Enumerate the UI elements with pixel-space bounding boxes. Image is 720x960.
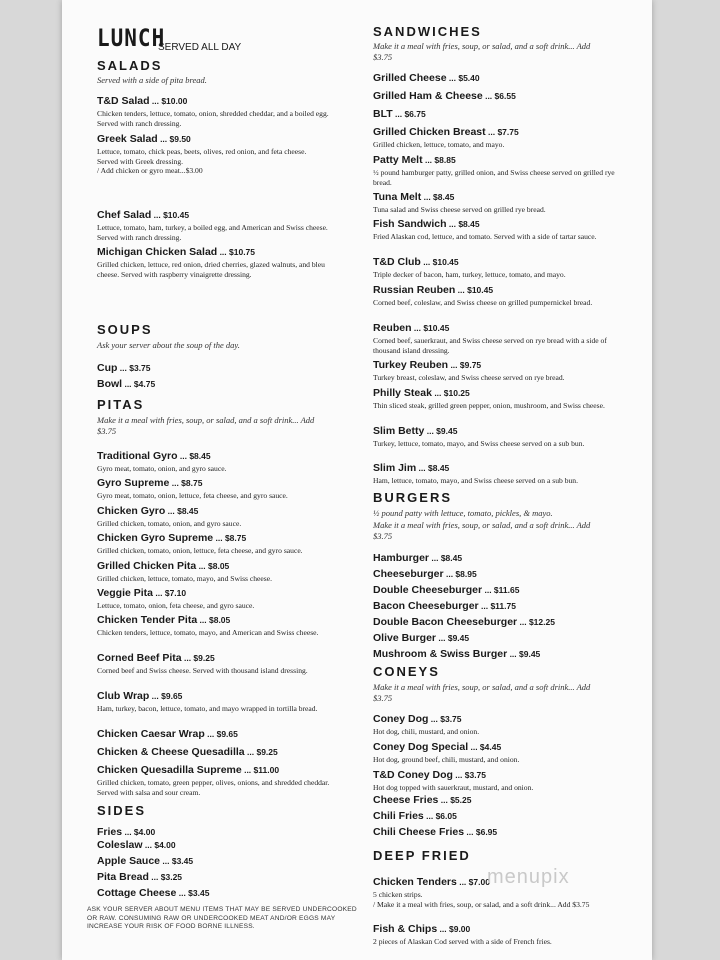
item-description: Grilled chicken, tomato, onion, lettuce, feta cheese, and gyro sauce. [97, 546, 303, 555]
menu-item: Mushroom & Swiss Burger ... $9.45 [373, 648, 541, 660]
menu-subtitle: SERVED ALL DAY [158, 42, 242, 53]
item-addon: / Add chicken or gyro meat...$3.00 [97, 166, 203, 175]
menu-item: Fish & Chips ... $9.00 2 pieces of Alaskan Cod served with a side of French fries. [373, 919, 628, 947]
section-title-deep-fried: DEEP FRIED [373, 848, 471, 863]
item-description: Turkey breast, coleslaw, and Swiss cheese served on rye bread. [373, 373, 565, 382]
item-price: $9.50 [169, 134, 191, 144]
menu-title: LUNCH [97, 24, 166, 52]
menu-item: Gyro Supreme ... $8.75 Gyro meat, tomato, onion, lettuce, feta cheese, and gyro sauce. [97, 473, 337, 501]
menu-item: Chicken Gyro ... $8.45 Grilled chicken, tomato, onion, and gyro sauce. [97, 501, 337, 529]
item-name: Greek Salad [97, 133, 158, 145]
item-name: Chicken Gyro [97, 505, 166, 517]
item-price: $8.85 [434, 155, 456, 165]
menu-item: Fries ... $4.00 [97, 826, 156, 838]
menu-item: Greek Salad ... $9.50 Lettuce, tomato, chick peas, beets, olives, red onion, and feta cheese. Served with Greek dressing. / Add chicken or gyro meat...$3.00 [97, 129, 329, 176]
item-name: Olive Burger [373, 632, 437, 644]
menu-item: Slim Betty ... $9.45 Turkey, lettuce, tomato, mayo, and Swiss cheese served on a sub bun. [373, 421, 618, 449]
item-price: $11.65 [493, 585, 520, 595]
item-description: Grilled chicken, lettuce, tomato, mayo, and Swiss cheese. [97, 574, 273, 583]
item-name: Patty Melt [373, 154, 423, 166]
item-name: Apple Sauce [97, 855, 161, 867]
item-price: $9.25 [256, 747, 278, 757]
menu-item: Chili Cheese Fries ... $6.95 [373, 826, 498, 838]
menu-item: Grilled Ham & Cheese ... $6.55 [373, 90, 516, 102]
section-note-soups: Ask your server about the soup of the day. [97, 340, 240, 350]
item-description: 2 pieces of Alaskan Cod served with a side of French fries. [373, 937, 552, 946]
menu-item: T&D Salad ... $10.00 Chicken tenders, lettuce, tomato, onion, shredded cheddar, and a boiled egg. Served with ranch dressing. [97, 91, 337, 128]
item-price: $6.75 [404, 109, 426, 119]
menu-item: Apple Sauce ... $3.45 [97, 855, 194, 867]
item-name: Grilled Cheese [373, 72, 447, 84]
item-name: Tuna Melt [373, 191, 422, 203]
item-name: Cheese Fries [373, 794, 439, 806]
item-price: $8.75 [224, 533, 247, 543]
item-name: Michigan Chicken Salad [97, 246, 218, 258]
menu-item: Fish Sandwich ... $8.45 Fried Alaskan cod, lettuce, and tomato. Served with a side of tartar sauce. [373, 214, 618, 242]
item-price: $4.00 [133, 827, 156, 837]
menu-item: Chicken Caesar Wrap ... $9.65 [97, 728, 238, 740]
section-title-sides: SIDES [97, 803, 147, 818]
item-price: $3.75 [129, 363, 151, 373]
item-name: Reuben [373, 322, 412, 334]
item-name: Chicken & Cheese Quesadilla [97, 746, 245, 758]
item-name: Russian Reuben [373, 284, 456, 296]
item-name: Chili Fries [373, 810, 424, 822]
item-description: Corned beef, coleslaw, and Swiss cheese on grilled pumpernickel bread. [373, 298, 593, 307]
item-description: Ham, lettuce, tomato, mayo, and Swiss cheese served on a sub bun. [373, 476, 578, 485]
menu-item: Patty Melt ... $8.85 ½ pound hamburger patty, grilled onion, and Swiss cheese served on grilled rye bread. [373, 150, 628, 187]
item-description: Gyro meat, tomato, onion, and gyro sauce. [97, 464, 227, 473]
item-name: Chicken Tenders [373, 876, 457, 888]
item-price: $8.45 [177, 506, 199, 516]
item-name: Double Bacon Cheeseburger [373, 616, 518, 628]
menu-item: Club Wrap ... $9.65 Ham, turkey, bacon, lettuce, tomato, and mayo wrapped in tortilla bread. [97, 686, 337, 714]
item-price: $6.95 [475, 827, 498, 837]
section-title-burgers: BURGERS [373, 490, 453, 505]
section-title-salads: SALADS [97, 58, 163, 73]
menu-item: Russian Reuben ... $10.45 Corned beef, coleslaw, and Swiss cheese on grilled pumpernickel bread. [373, 280, 618, 308]
item-price: $10.00 [161, 96, 188, 106]
item-name: T&D Club [373, 256, 421, 268]
item-name: Pita Bread [97, 871, 149, 883]
menu-item: Corned Beef Pita ... $9.25 Corned beef and Swiss cheese. Served with thousand island dressing. [97, 648, 322, 676]
item-name: Chef Salad [97, 209, 152, 221]
item-name: T&D Coney Dog [373, 769, 453, 781]
menu-item: Chicken Gyro Supreme ... $8.75 Grilled chicken, tomato, onion, lettuce, feta cheese, and gyro sauce. [97, 528, 342, 556]
menu-item: T&D Coney Dog ... $3.75 Hot dog topped with sauerkraut, mustard, and onion. [373, 765, 613, 793]
item-price: $8.05 [208, 615, 231, 625]
item-name: Coney Dog Special [373, 741, 469, 753]
item-name: Bowl [97, 378, 123, 390]
item-description: Lettuce, tomato, chick peas, beets, olives, red onion, and feta cheese. Served with Greek dressing. [97, 147, 307, 166]
item-price: $8.45 [458, 219, 480, 229]
item-name: BLT [373, 108, 393, 120]
item-name: Grilled Chicken Pita [97, 560, 197, 572]
menu-item: Chicken Quesadilla Supreme ... $11.00 Grilled chicken, tomato, green pepper, olives, onions, and shredded cheddar. Served with salsa and sour cream. [97, 760, 337, 797]
item-description: Tuna salad and Swiss cheese served on grilled rye bread. [373, 205, 546, 214]
menu-item: BLT ... $6.75 [373, 108, 426, 120]
item-description: Gyro meat, tomato, onion, lettuce, feta cheese, and gyro sauce. [97, 491, 288, 500]
item-name: Cheeseburger [373, 568, 444, 580]
section-note-coneys: Make it a meal with fries, soup, or salad, and a soft drink... Add $3.75 [373, 682, 591, 703]
item-price: $9.65 [216, 729, 238, 739]
item-name: Turkey Reuben [373, 359, 449, 371]
item-price: $3.25 [160, 872, 183, 882]
menu-item: Chef Salad ... $10.45 Lettuce, tomato, ham, turkey, a boiled egg, and American and Swiss cheese. Served with ranch dressing. [97, 205, 342, 242]
item-name: Cottage Cheese [97, 887, 177, 899]
section-title-pitas: PITAS [97, 397, 145, 412]
section-note-burgers-meal: Make it a meal with fries, soup, or salad, and a soft drink... Add $3.75 [373, 520, 591, 541]
item-price: $10.75 [229, 247, 256, 257]
item-name: Cup [97, 362, 118, 374]
item-name: Mushroom & Swiss Burger [373, 648, 508, 660]
item-price: $4.00 [154, 840, 176, 850]
item-price: $7.00 [468, 877, 490, 887]
menu-item: Grilled Chicken Pita ... $8.05 Grilled chicken, lettuce, tomato, mayo, and Swiss cheese. [97, 556, 337, 584]
item-price: $8.45 [428, 463, 450, 473]
item-price: $8.45 [433, 192, 455, 202]
menu-item: Chicken & Cheese Quesadilla ... $9.25 [97, 746, 278, 758]
item-description: 5 chicken strips. [373, 890, 423, 899]
item-description: Lettuce, tomato, onion, feta cheese, and gyro sauce. [97, 601, 255, 610]
section-note-burgers: ½ pound patty with lettuce, tomato, pickles, & mayo. [373, 508, 553, 518]
item-name: Chili Cheese Fries [373, 826, 465, 838]
item-name: Veggie Pita [97, 587, 154, 599]
menu-item: Bowl ... $4.75 [97, 378, 156, 390]
item-description: Grilled chicken, lettuce, tomato, and mayo. [373, 140, 505, 149]
menu-item: Grilled Chicken Breast ... $7.75 Grilled chicken, lettuce, tomato, and mayo. [373, 122, 628, 150]
menu-item: T&D Club ... $10.45 Triple decker of bacon, ham, turkey, lettuce, tomato, and mayo. [373, 252, 628, 280]
item-description: Lettuce, tomato, ham, turkey, a boiled egg, and American and Swiss cheese. Served with ranch dressing. [97, 223, 328, 242]
item-name: Slim Betty [373, 425, 425, 437]
section-note-sandwiches: Make it a meal with fries, soup, or salad, and a soft drink... Add $3.75 [373, 41, 591, 62]
item-price: $7.10 [164, 588, 187, 598]
item-description: Thin sliced steak, grilled green pepper, onion, mushroom, and Swiss cheese. [373, 401, 605, 410]
item-price: $8.75 [181, 478, 203, 488]
menu-item: Double Cheeseburger ... $11.65 [373, 584, 520, 596]
item-name: Traditional Gyro [97, 450, 178, 462]
menu-item: Michigan Chicken Salad ... $10.75 Grilled chicken, lettuce, red onion, dried cherries, glazed walnuts, and bleu cheese. Served with raspberry vinaigrette dressing. [97, 242, 342, 279]
menu-item: Chicken Tender Pita ... $8.05 Chicken tenders, lettuce, tomato, mayo, and American and Swiss cheese. [97, 610, 337, 638]
item-price: $7.75 [497, 127, 519, 137]
section-note-pitas: Make it a meal with fries, soup, or salad, and a soft drink... Add $3.75 [97, 415, 315, 436]
menu-item: Veggie Pita ... $7.10 Lettuce, tomato, onion, feta cheese, and gyro sauce. [97, 583, 337, 611]
item-price: $10.45 [432, 257, 459, 267]
item-price: $3.45 [188, 888, 210, 898]
item-name: Chicken Gyro Supreme [97, 532, 214, 544]
item-name: Chicken Quesadilla Supreme [97, 764, 242, 776]
item-description: Hot dog topped with sauerkraut, mustard, and onion. [373, 783, 534, 792]
item-description: Ham, turkey, bacon, lettuce, tomato, and mayo wrapped in tortilla bread. [97, 704, 318, 713]
section-title-coneys: CONEYS [373, 664, 440, 679]
item-price: $3.75 [440, 714, 462, 724]
item-description: Hot dog, chili, mustard, and onion. [373, 727, 480, 736]
item-name: Coleslaw [97, 839, 143, 851]
item-price: $4.75 [133, 379, 156, 389]
item-name: Fries [97, 826, 123, 838]
item-price: $9.25 [193, 653, 215, 663]
item-price: $9.00 [448, 924, 471, 934]
item-description: Grilled chicken, lettuce, red onion, dried cherries, glazed walnuts, and bleu cheese. Served with raspberry vinaigrette dressing. [97, 260, 325, 279]
item-price: $6.55 [494, 91, 516, 101]
item-description: Corned beef and Swiss cheese. Served with thousand island dressing. [97, 666, 308, 675]
item-description: Turkey, lettuce, tomato, mayo, and Swiss cheese served on a sub bun. [373, 439, 585, 448]
item-price: $8.45 [440, 553, 463, 563]
item-description: Grilled chicken, tomato, green pepper, olives, onions, and shredded cheddar. Served with salsa and sour cream. [97, 778, 330, 797]
menu-item: Cheese Fries ... $5.25 [373, 794, 472, 806]
item-name: Philly Steak [373, 387, 432, 399]
item-description: Fried Alaskan cod, lettuce, and tomato. Served with a side of tartar sauce. [373, 232, 597, 241]
item-addon: / Make it a meal with fries, soup, or salad, and a soft drink... Add $3.75 [373, 899, 590, 909]
item-price: $10.25 [443, 388, 470, 398]
item-price: $12.25 [528, 617, 555, 627]
item-name: Grilled Chicken Breast [373, 126, 486, 138]
menu-item: Coney Dog Special ... $4.45 Hot dog, ground beef, chili, mustard, and onion. [373, 737, 613, 765]
item-description: Chicken tenders, lettuce, tomato, mayo, and American and Swiss cheese. [97, 628, 319, 637]
menu-item: Turkey Reuben ... $9.75 Turkey breast, coleslaw, and Swiss cheese served on rye bread. [373, 355, 628, 383]
item-name: Gyro Supreme [97, 477, 170, 489]
item-price: $9.75 [459, 360, 482, 370]
item-name: T&D Salad [97, 95, 150, 107]
item-description: Grilled chicken, tomato, onion, and gyro sauce. [97, 519, 242, 528]
item-price: $10.45 [467, 285, 494, 295]
menu-item: Coney Dog ... $3.75 Hot dog, chili, mustard, and onion. [373, 709, 613, 737]
item-name: Chicken Caesar Wrap [97, 728, 205, 740]
item-price: $5.40 [458, 73, 480, 83]
item-name: Fish & Chips [373, 923, 438, 935]
item-name: Club Wrap [97, 690, 150, 702]
menu-item: Bacon Cheeseburger ... $11.75 [373, 600, 516, 612]
item-price: $8.45 [189, 451, 211, 461]
food-safety-disclaimer: ASK YOUR SERVER ABOUT MENU ITEMS THAT MAY BE SERVED UNDERCOOKED OR RAW. CONSUMING RAW OR UNDERCOOKED MEAT AND/OR EGGS MAY INCREASE YOUR RISK OF FOOD BORNE ILLNESS. [87, 906, 357, 930]
menu-item: Slim Jim ... $8.45 Ham, lettuce, tomato, mayo, and Swiss cheese served on a sub bun. [373, 458, 633, 486]
item-price: $10.45 [423, 323, 450, 333]
item-price: $4.45 [479, 742, 502, 752]
menu-item: Hamburger ... $8.45 [373, 552, 463, 564]
item-price: $5.25 [450, 795, 472, 805]
section-title-soups: SOUPS [97, 322, 153, 337]
menu-item: Cheeseburger ... $8.95 [373, 568, 477, 580]
item-price: $9.45 [436, 426, 458, 436]
item-price: $10.45 [163, 210, 190, 220]
item-name: Chicken Tender Pita [97, 614, 198, 626]
item-name: Coney Dog [373, 713, 429, 725]
item-name: Slim Jim [373, 462, 417, 474]
section-title-sandwiches: SANDWICHES [373, 24, 482, 39]
item-name: Double Cheeseburger [373, 584, 483, 596]
item-price: $9.45 [519, 649, 541, 659]
menu-item: Coleslaw ... $4.00 [97, 839, 176, 851]
item-price: $8.95 [455, 569, 477, 579]
item-name: Grilled Ham & Cheese [373, 90, 483, 102]
item-price: $9.65 [161, 691, 183, 701]
item-name: Hamburger [373, 552, 430, 564]
item-price: $9.45 [447, 633, 470, 643]
item-description: Corned beef, sauerkraut, and Swiss cheese served on rye bread with a side of thousand island dressing. [373, 336, 607, 355]
item-price: $8.05 [208, 561, 230, 571]
item-price: $6.05 [435, 811, 457, 821]
section-note-salads: Served with a side of pita bread. [97, 75, 207, 85]
item-description: Triple decker of bacon, ham, turkey, lettuce, tomato, and mayo. [373, 270, 566, 279]
menupix-watermark: menupix [487, 866, 570, 888]
menu-item: Grilled Cheese ... $5.40 [373, 72, 480, 84]
menu-item: Chicken Tenders ... $7.00 5 chicken strips. / Make it a meal with fries, soup, or salad, and a soft drink... Add $3.75 [373, 872, 613, 909]
item-name: Corned Beef Pita [97, 652, 182, 664]
item-description: ½ pound hamburger patty, grilled onion, and Swiss cheese served on grilled rye bread. [373, 168, 615, 187]
item-name: Fish Sandwich [373, 218, 447, 230]
item-description: Chicken tenders, lettuce, tomato, onion, shredded cheddar, and a boiled egg. Served with ranch dressing. [97, 109, 329, 128]
menu-item: Double Bacon Cheeseburger ... $12.25 [373, 616, 555, 628]
menu-item: Reuben ... $10.45 Corned beef, sauerkraut, and Swiss cheese served on rye bread with a side of thousand island dressing. [373, 318, 628, 355]
item-price: $11.75 [490, 601, 516, 611]
menu-item: Cup ... $3.75 [97, 362, 151, 374]
item-price: $11.00 [253, 765, 280, 775]
menu-item: Philly Steak ... $10.25 Thin sliced steak, grilled green pepper, onion, mushroom, and Swiss cheese. [373, 383, 628, 411]
menu-item: Tuna Melt ... $8.45 Tuna salad and Swiss cheese served on grilled rye bread. [373, 187, 628, 215]
menu-item: Chili Fries ... $6.05 [373, 810, 457, 822]
item-description: Hot dog, ground beef, chili, mustard, and onion. [373, 755, 520, 764]
menu-item: Pita Bread ... $3.25 [97, 871, 183, 883]
menu-item: Cottage Cheese ... $3.45 [97, 887, 210, 899]
item-name: Bacon Cheeseburger [373, 600, 479, 612]
item-price: $3.75 [464, 770, 487, 780]
item-price: $3.45 [171, 856, 194, 866]
menu-item: Olive Burger ... $9.45 [373, 632, 470, 644]
menu-item: Traditional Gyro ... $8.45 Gyro meat, tomato, onion, and gyro sauce. [97, 446, 337, 474]
